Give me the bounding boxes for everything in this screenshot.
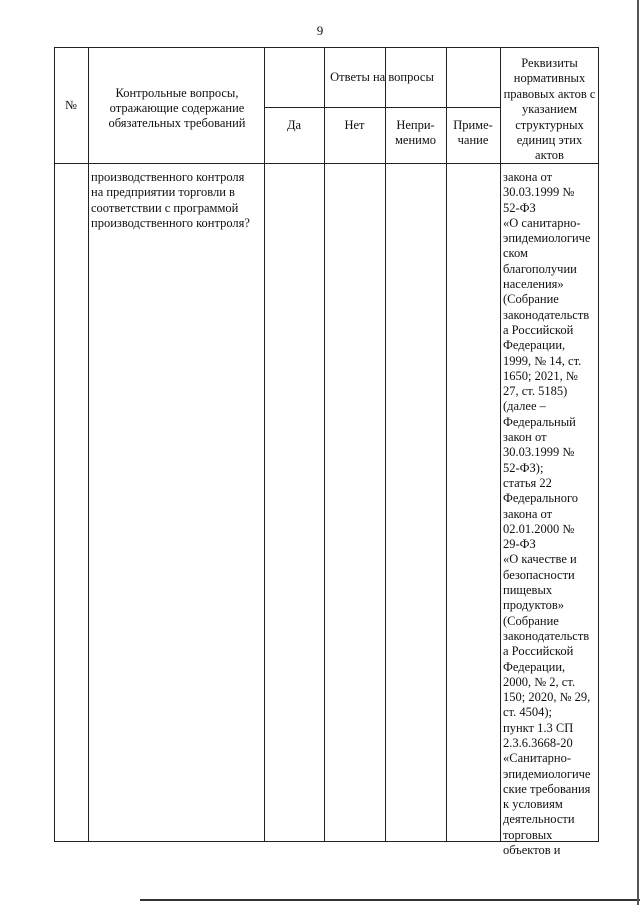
header-requisites: Реквизиты нормативных правовых актов с указанием структурных единиц этих актов — [503, 56, 596, 163]
header-yes: Да — [286, 118, 302, 132]
col-divider-no — [385, 47, 386, 842]
header-no: Нет — [344, 118, 365, 132]
header-num: № — [65, 98, 77, 112]
header-questions: Контрольные вопросы, отражающие содержание обязательных требований — [108, 86, 246, 130]
row-question: производственного контроля на предприятии торговли в соответствии с программой производственного контроля? — [91, 170, 250, 230]
header-answers: Ответы на вопросы — [330, 70, 434, 84]
page-number: 9 — [316, 23, 324, 38]
col-divider-note — [500, 47, 501, 842]
row-requisites: закона от 30.03.1999 № 52-ФЗ «О санитарно- эпидемиологиче ском благополучии населения» (Собрание законодательств а Российской Федерации, 1999, № 14, ст. 1650; 2021, № 27, ст. 5185) (далее – Федеральный закон от 30.03.1999 № 52-ФЗ); статья 22 Федерального закона от 02.01.2000 № 29-ФЗ «О качестве и безопасности пищевых продуктов» (Собрание законодательств а Российской Федерации, 2000, № 2, ст. 150; 2020, № 29, ст. 4504); пункт 1.3 СП 2.3.6.3668-20 «Санитарно- эпидемиологиче ские требования к условиям деятельности торговых объектов и — [503, 170, 591, 858]
col-divider-yes — [324, 47, 325, 842]
scan-right-edge — [637, 0, 639, 905]
answers-header-divider — [264, 107, 500, 108]
header-note: Приме- чание — [453, 118, 493, 147]
scan-bottom-edge — [140, 899, 640, 901]
col-divider-question — [264, 47, 265, 842]
col-divider-not-applicable — [446, 47, 447, 842]
header-not-applicable: Непри- менимо — [395, 118, 436, 147]
col-divider-num — [88, 47, 89, 842]
